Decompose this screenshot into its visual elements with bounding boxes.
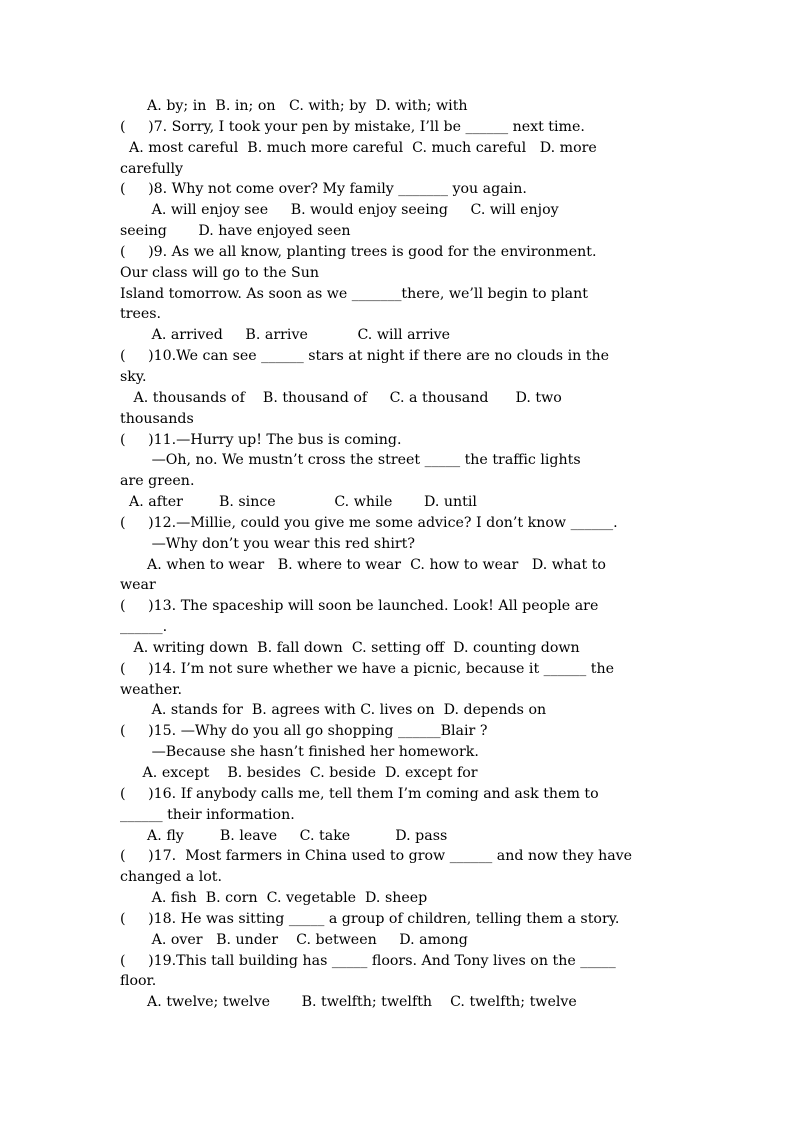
text-line: ( )18. He was sitting _____ a group of children, telling them a story. <box>120 910 620 927</box>
text-line: A. stands for B. agrees with C. lives on D. depends on <box>120 702 547 719</box>
text-line: ( )16. If anybody calls me, tell them I’m coming and ask them to <box>120 785 599 802</box>
text-line: A. except B. besides C. beside D. except for <box>120 765 478 781</box>
text-line: A. fish B. corn C. vegetable D. sheep <box>120 890 428 907</box>
text-line: ______. <box>120 619 168 636</box>
text-line: ( )19.This tall building has _____ floors. And Tony lives on the _____ <box>120 952 616 969</box>
text-line: sky. <box>120 368 147 385</box>
text-line: changed a lot. <box>120 869 223 886</box>
text-line: A. after B. since C. while D. until <box>120 494 477 511</box>
text-line: ( )15. —Why do you all go shopping ______Blair ? <box>120 723 488 740</box>
text-line: Our class will go to the Sun <box>120 264 319 281</box>
text-line: ( )7. Sorry, I took your pen by mistake, I’ll be ______ next time. <box>120 118 585 135</box>
text-line: A. thousands of B. thousand of C. a thousand D. two <box>120 389 562 406</box>
text-line: A. twelve; twelve B. twelfth; twelfth C. twelfth; twelve <box>120 994 577 1011</box>
text-line: ( )11.—Hurry up! The bus is coming. <box>120 431 402 448</box>
text-line: A. over B. under C. between D. among <box>120 931 468 948</box>
text-line: ______ their information. <box>120 806 295 823</box>
text-line: A. by; in B. in; on C. with; by D. with; with <box>120 98 468 114</box>
text-line: —Why don’t you wear this red shirt? <box>120 535 415 552</box>
text-line: ( )9. As we all know, planting trees is good for the environment. <box>120 243 597 260</box>
text-line: floor. <box>120 973 157 990</box>
text-line: —Oh, no. We mustn’t cross the street _____ the traffic lights <box>120 452 581 469</box>
text-line: A. arrived B. arrive C. will arrive <box>120 327 451 344</box>
text-line: A. writing down B. fall down C. setting off D. counting down <box>120 639 580 656</box>
text-line: ( )8. Why not come over? My family _______ you again. <box>120 181 527 198</box>
text-line: ( )13. The spaceship will soon be launched. Look! All people are <box>120 598 599 615</box>
worksheet-page <box>120 96 676 1013</box>
text-line: thousands <box>120 410 194 427</box>
text-line: ( )17. Most farmers in China used to grow ______ and now they have <box>120 848 633 865</box>
text-line: A. most careful B. much more careful C. much careful D. more <box>120 139 597 156</box>
text-line: A. when to wear B. where to wear C. how to wear D. what to <box>120 556 606 573</box>
text-line: Island tomorrow. As soon as we _______there, we’ll begin to plant <box>120 285 588 302</box>
text-line: ( )14. I’m not sure whether we have a picnic, because it ______ the <box>120 660 614 677</box>
text-line: ( )10.We can see ______ stars at night if there are no clouds in the <box>120 348 610 365</box>
text-line: weather. <box>120 681 182 698</box>
text-line: ( )12.—Millie, could you give me some advice? I don’t know ______. <box>120 514 618 531</box>
text-line: are green. <box>120 473 195 490</box>
text-line: A. fly B. leave C. take D. pass <box>120 827 448 844</box>
text-line: seeing D. have enjoyed seen <box>120 223 351 240</box>
text-line: wear <box>120 577 156 594</box>
text-line: —Because she hasn’t finished her homework. <box>120 744 479 761</box>
text-line: carefully <box>120 160 184 177</box>
text-line: trees. <box>120 306 162 323</box>
text-line: A. will enjoy see B. would enjoy seeing C. will enjoy <box>120 202 559 219</box>
